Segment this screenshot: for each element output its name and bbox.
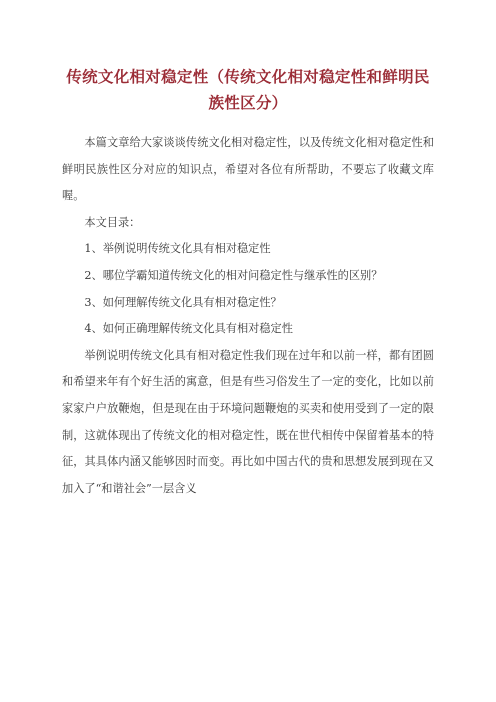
toc-item-3[interactable]: 3、如何理解传统文化具有相对稳定性？ [84, 295, 282, 309]
toc-heading: 本文目录： [84, 215, 141, 229]
document-body [62, 130, 434, 502]
toc-item-4[interactable]: 4、如何正确理解传统文化具有相对稳定性 [84, 322, 293, 336]
toc-item-1[interactable]: 1、举例说明传统文化具有相对稳定性 [84, 242, 271, 256]
section-paragraph: 举例说明传统文化具有相对稳定性我们现在过年和以前一样，都有团圆和希望来年有个好生活的寓意，但是有些习俗发生了一定的变化，比如以前家家户户放鞭炮，但是现在由于环境问题鞭炮的买卖和使用受到了一定的限制，这就体现出了传统文化的相对稳定性，既在世代相传中保留着基本的特征，其具体内涵又能够因时而变。再比如中国古代的贵和思想发展到现在又加入了“和谐社会”一层含义 [62, 348, 434, 495]
intro-paragraph: 本篇文章给大家谈谈传统文化相对稳定性，以及传统文化相对稳定性和鲜明民族性区分对应的知识点，希望对各位有所帮助，不要忘了收藏文库喔。 [62, 136, 434, 203]
toc-item-2[interactable]: 2、哪位学霸知道传统文化的相对问稳定性与继承性的区别？ [84, 268, 383, 282]
document-title: 传统文化相对稳定性（传统文化相对稳定性和鲜明民族性区分） [66, 68, 430, 112]
